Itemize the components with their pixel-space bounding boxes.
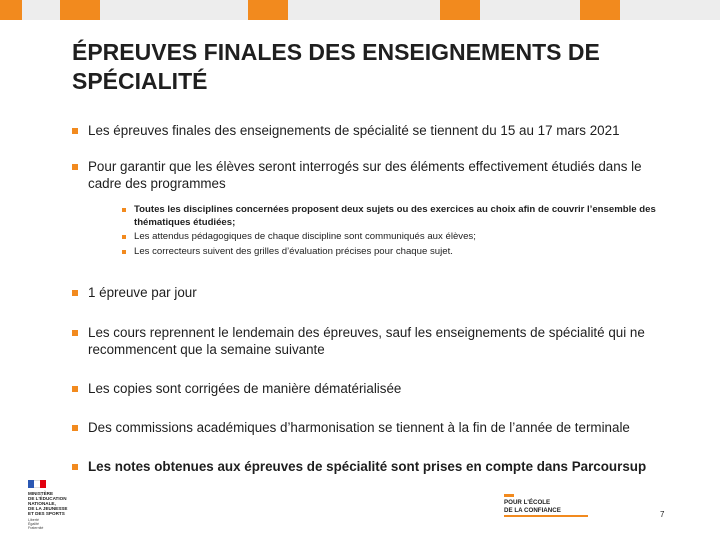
color-bar-segment xyxy=(100,0,248,20)
sub-bullet-list xyxy=(122,204,672,258)
bullet-text: Les notes obtenues aux épreuves de spécialité sont prises en compte dans Parcoursup xyxy=(88,459,647,474)
ecole-confiance-logo xyxy=(504,494,594,517)
bullet-square-icon xyxy=(72,128,78,134)
marianne-flag-icon xyxy=(28,480,46,488)
ministry-name: MINISTÈRE DE L'ÉDUCATION NATIONALE, DE LA JEUNESSE ET DES SPORTS xyxy=(28,491,68,516)
sub-list-item xyxy=(122,246,672,259)
bullet-square-icon xyxy=(122,235,126,239)
logo-accent-bar xyxy=(504,494,514,497)
bullet-text: Les cours reprennent le lendemain des épreuves, sauf les enseignements de spécialité qui ne recommencent que la semaine suivante xyxy=(88,325,645,357)
bullet-square-icon xyxy=(72,164,78,170)
bullet-square-icon xyxy=(122,250,126,254)
bullet-square-icon xyxy=(122,208,126,212)
bullet-square-icon xyxy=(72,464,78,470)
color-bar-segment xyxy=(288,0,440,20)
list-item xyxy=(72,380,672,397)
bullet-text: 1 épreuve par jour xyxy=(88,285,197,300)
top-color-bar xyxy=(0,0,720,20)
list-item xyxy=(72,122,672,139)
list-item xyxy=(72,324,672,358)
bullet-text: Pour garantir que les élèves seront interrogés sur des éléments effectivement étudiés dans le cadre des programmes xyxy=(88,159,642,191)
bullet-list xyxy=(72,122,672,475)
color-bar-segment xyxy=(580,0,620,20)
color-bar-segment xyxy=(620,0,720,20)
color-bar-segment xyxy=(480,0,580,20)
bullet-text: Des commissions académiques d’harmonisation se tiennent à la fin de l’année de terminale xyxy=(88,420,630,435)
color-bar-segment xyxy=(22,0,60,20)
bullet-square-icon xyxy=(72,386,78,392)
logo-underline xyxy=(504,515,588,517)
republic-motto: Liberté Égalité Fraternité xyxy=(28,518,44,531)
list-item xyxy=(72,284,672,301)
bullet-square-icon xyxy=(72,290,78,296)
sub-bullet-text: Toutes les disciplines concernées proposent deux sujets ou des exercices au choix afin de couvrir l’ensemble des thématiques étudiées; xyxy=(134,204,656,228)
bullet-square-icon xyxy=(72,330,78,336)
bullet-text: Les copies sont corrigées de manière dématérialisée xyxy=(88,381,402,396)
color-bar-segment xyxy=(60,0,100,20)
logo-text: POUR L'ÉCOLE DE LA CONFIANCE xyxy=(504,499,561,514)
sub-list-item xyxy=(122,204,672,229)
page-number: 7 xyxy=(660,510,665,519)
sub-list-item xyxy=(122,231,672,244)
list-item xyxy=(72,419,672,436)
sub-bullet-text: Les attendus pédagogiques de chaque discipline sont communiqués aux élèves; xyxy=(134,231,476,242)
color-bar-segment xyxy=(248,0,288,20)
list-item xyxy=(72,158,672,258)
list-item xyxy=(72,458,672,475)
bullet-text: Les épreuves finales des enseignements de spécialité se tiennent du 15 au 17 mars 2021 xyxy=(88,123,620,138)
sub-bullet-text: Les correcteurs suivent des grilles d’évaluation précises pour chaque sujet. xyxy=(134,245,453,257)
bullet-square-icon xyxy=(72,425,78,431)
ministry-logo xyxy=(28,480,88,531)
slide-title: ÉPREUVES FINALES DES ENSEIGNEMENTS DE SPÉCIALITÉ xyxy=(72,39,600,94)
color-bar-segment xyxy=(440,0,480,20)
color-bar-segment xyxy=(0,0,22,20)
